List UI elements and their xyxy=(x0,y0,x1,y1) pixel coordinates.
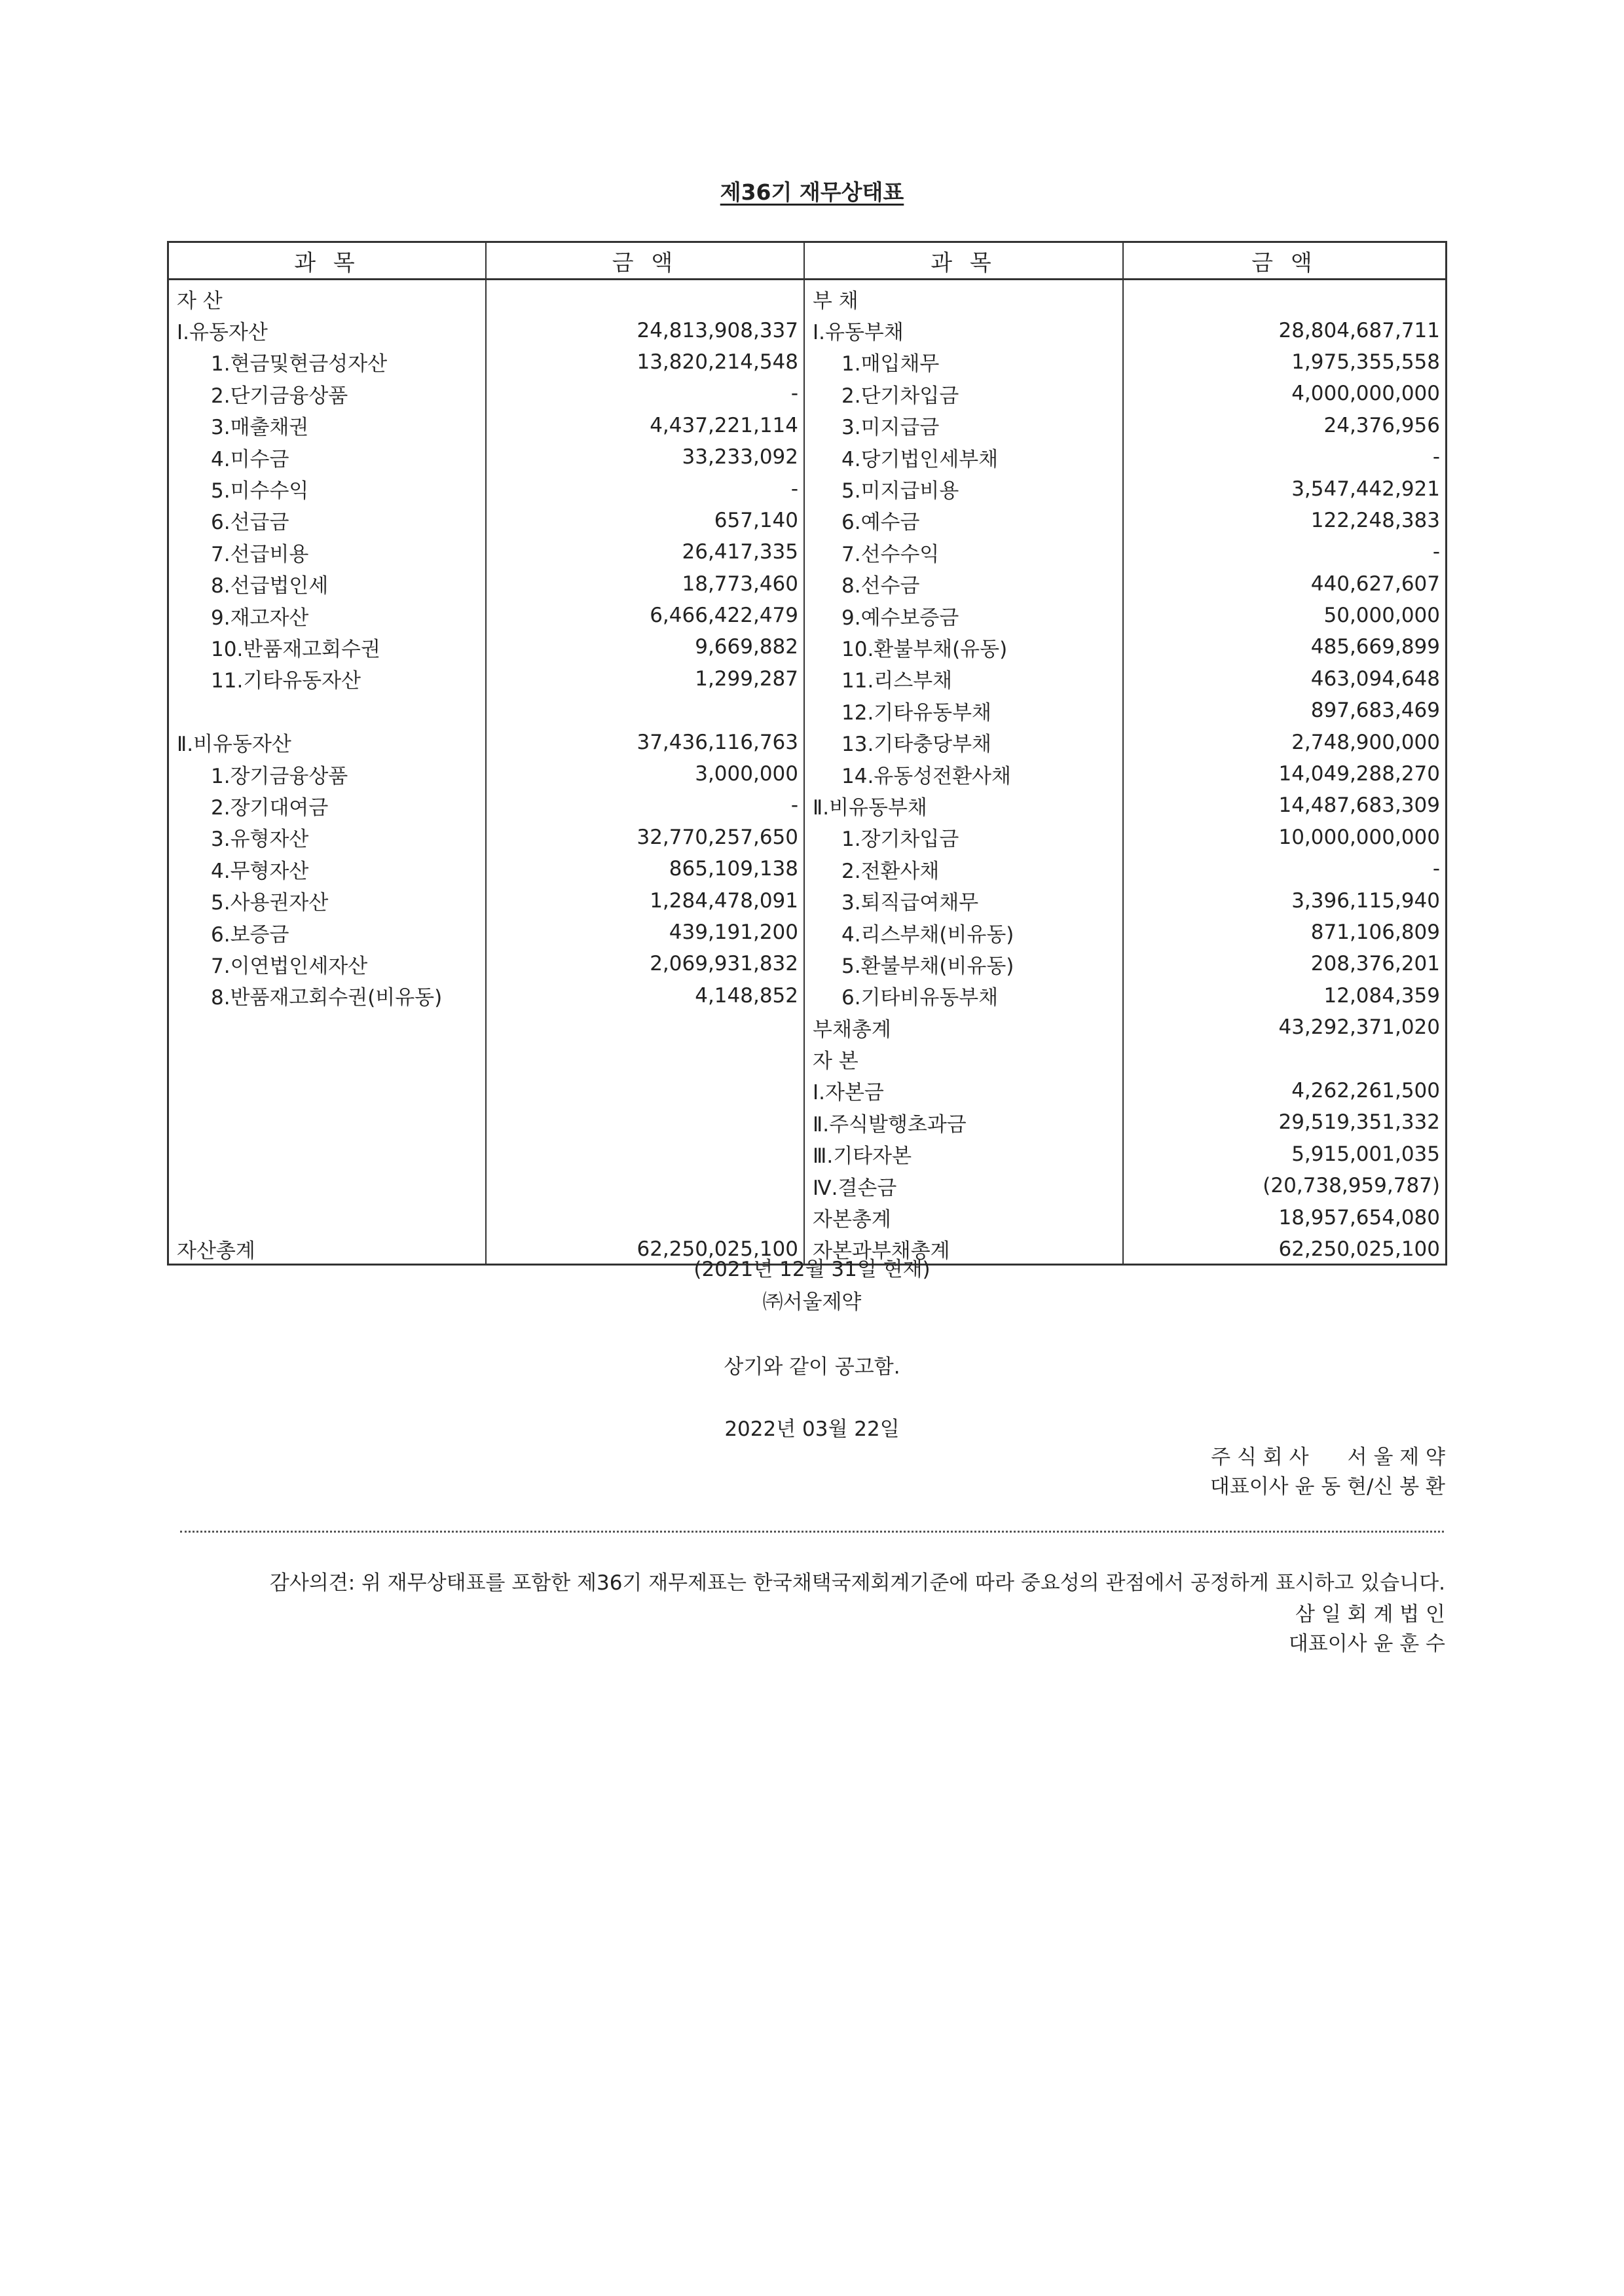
asset-row-amount: - xyxy=(790,477,798,501)
asset-blank-row xyxy=(487,1106,803,1138)
asset-row-amount xyxy=(487,283,803,314)
liability-row-amount: 5,915,001,035 xyxy=(1291,1142,1440,1166)
asset-row-amount: 6,466,422,479 xyxy=(650,604,798,628)
liability-row-amount: 208,376,201 xyxy=(1310,952,1440,976)
asset-row-label xyxy=(169,473,485,504)
liability-row-amount: 122,248,383 xyxy=(1310,508,1440,532)
liability-row-label-text: 13.기타충당부채 xyxy=(841,733,991,757)
liability-label-column xyxy=(805,280,1124,1264)
liability-row-label xyxy=(805,790,1122,821)
asset-row-label xyxy=(169,822,485,853)
liability-row-label-text: 3.퇴직급여채무 xyxy=(841,891,979,915)
asset-row-label xyxy=(169,346,485,378)
auditor-ceo: 대표이사 윤 훈 수 xyxy=(1288,1632,1445,1656)
asset-row-label xyxy=(169,441,485,473)
liability-row-label xyxy=(805,822,1122,853)
liability-row-label-text: 부채총계 xyxy=(813,1017,891,1042)
dotted-divider xyxy=(180,1531,1444,1533)
liability-row-label xyxy=(805,441,1122,473)
asset-row-label-text: 3.유형자산 xyxy=(211,828,309,852)
asset-blank-row xyxy=(169,1106,485,1138)
asset-row-label xyxy=(169,314,485,346)
asset-row-label-text: 6.선급금 xyxy=(211,511,289,535)
liability-row-amount: - xyxy=(1432,445,1440,469)
asset-blank-row xyxy=(169,1201,485,1233)
header-amount-left: 금 액 xyxy=(487,243,805,278)
asset-row-amount: 1,284,478,091 xyxy=(650,888,798,913)
table-header xyxy=(169,243,1445,280)
liability-row-label-text: Ⅰ.유동부채 xyxy=(813,321,904,345)
asset-row-amount: 3,000,000 xyxy=(695,762,798,786)
liability-row-label-text: Ⅳ.결손금 xyxy=(813,1176,897,1200)
liability-row-amount: 2,748,900,000 xyxy=(1291,730,1440,754)
asset-row-label xyxy=(169,663,485,695)
asset-blank-row xyxy=(487,1139,803,1170)
announcement-date: 2022년 03월 22일 xyxy=(724,1417,900,1441)
asset-blank-row xyxy=(169,1043,485,1074)
liability-row-label xyxy=(805,600,1122,631)
liability-row-label xyxy=(805,853,1122,884)
asset-total-label: 자산총계 xyxy=(177,1239,255,1264)
liability-row-label-text: 자본총계 xyxy=(813,1208,891,1232)
liability-row-amount xyxy=(1124,283,1445,314)
company-short: ㈜서울제약 xyxy=(762,1290,862,1314)
asset-row-label-text: 7.선급비용 xyxy=(211,542,309,566)
asset-blank-row xyxy=(487,1075,803,1106)
liability-row-label xyxy=(805,536,1122,568)
asset-row-label xyxy=(169,631,485,663)
liability-row-label-text: 6.예수금 xyxy=(841,511,920,535)
asset-row-amount: 32,770,257,650 xyxy=(637,825,798,849)
liability-row-label xyxy=(805,1170,1122,1201)
asset-row-label-text: 3.매출채권 xyxy=(211,416,309,440)
asset-blank-row xyxy=(487,1170,803,1201)
asset-row-label xyxy=(169,283,485,314)
asset-row-amount: 2,069,931,832 xyxy=(650,952,798,976)
liability-row-label-text: 1.매입채무 xyxy=(841,352,940,376)
asset-amount-column xyxy=(487,280,805,1264)
liability-row-label xyxy=(805,505,1122,536)
liability-row-label xyxy=(805,1106,1122,1138)
liability-row-label-text: 5.환불부채(비유동) xyxy=(841,954,1014,978)
asset-row-label-text: 5.사용권자산 xyxy=(211,891,329,915)
liability-row-amount: 62,250,025,100 xyxy=(1278,1237,1440,1261)
asset-total-amount: 62,250,025,100 xyxy=(637,1237,798,1261)
liability-row-label-text: Ⅱ.비유동부채 xyxy=(813,795,927,820)
liability-row-label-text: 8.선수금 xyxy=(841,574,920,598)
asset-row-label xyxy=(169,505,485,536)
ceo-names: 대표이사 윤 동 현/신 봉 환 xyxy=(1209,1475,1445,1499)
asset-row-amount xyxy=(487,695,803,726)
asset-row-label-text: 9.재고자산 xyxy=(211,606,309,630)
liability-row-amount: 18,957,654,080 xyxy=(1278,1205,1440,1230)
header-amount-right: 금 액 xyxy=(1251,249,1318,276)
liability-row-amount: 4,262,261,500 xyxy=(1291,1078,1440,1102)
asset-row-label xyxy=(169,726,485,757)
liability-row-amount: 871,106,809 xyxy=(1310,920,1440,944)
liability-row-amount: 24,376,956 xyxy=(1323,413,1440,437)
liability-row-label xyxy=(805,1139,1122,1170)
liability-row-amount: - xyxy=(1432,540,1440,564)
asset-row-label xyxy=(169,853,485,884)
liability-row-amount: (20,738,959,787) xyxy=(1263,1174,1440,1198)
liability-row-amount: 3,396,115,940 xyxy=(1291,888,1440,913)
asset-row-label-text: 5.미수수익 xyxy=(211,479,309,503)
asset-row-label xyxy=(169,917,485,948)
asset-blank-row xyxy=(169,1075,485,1106)
liability-row-label xyxy=(805,663,1122,695)
liability-row-label-text: 6.기타비유동부채 xyxy=(841,986,999,1010)
liability-row-label xyxy=(805,1075,1122,1106)
liability-row-amount xyxy=(1124,1043,1445,1074)
asset-row-label-text: 2.단기금융상품 xyxy=(211,384,348,408)
asset-row-label-text: 6.보증금 xyxy=(211,922,289,947)
asset-row-amount: - xyxy=(790,382,798,406)
liability-row-amount: 485,669,899 xyxy=(1310,635,1440,659)
liability-row-label xyxy=(805,884,1122,916)
asset-row-amount: 37,436,116,763 xyxy=(637,730,798,754)
liability-row-amount: 14,049,288,270 xyxy=(1278,762,1440,786)
asset-row-label xyxy=(169,568,485,600)
liability-row-amount: 29,519,351,332 xyxy=(1278,1110,1440,1135)
liability-row-amount: 897,683,469 xyxy=(1310,699,1440,723)
asset-row-label-text: Ⅱ.비유동자산 xyxy=(177,733,291,757)
liability-row-amount: 14,487,683,309 xyxy=(1278,793,1440,818)
asset-blank-row xyxy=(169,1170,485,1201)
liability-row-amount: 43,292,371,020 xyxy=(1278,1015,1440,1040)
asset-row-amount: 13,820,214,548 xyxy=(637,350,798,374)
asset-row-label xyxy=(169,790,485,821)
liability-row-amount: - xyxy=(1432,857,1440,881)
liability-row-label-text: 4.당기법인세부채 xyxy=(841,447,999,471)
liability-row-label xyxy=(805,631,1122,663)
asset-row-label xyxy=(169,980,485,1011)
asset-row-label xyxy=(169,884,485,916)
as-of-date: (2021년 12월 31일 현재) xyxy=(693,1258,931,1281)
asset-row-label xyxy=(169,758,485,790)
liability-row-label-text: 14.유동성전환사채 xyxy=(841,764,1011,788)
asset-row-label-text: 11.기타유동자산 xyxy=(211,669,361,693)
liability-row-label xyxy=(805,1043,1122,1074)
liability-row-label xyxy=(805,346,1122,378)
asset-row-amount: 657,140 xyxy=(714,508,798,532)
liability-row-label xyxy=(805,758,1122,790)
asset-row-label-text: 4.미수금 xyxy=(211,447,289,471)
liability-row-label-text: 2.단기차입금 xyxy=(841,384,959,408)
announcement: 상기와 같이 공고함. xyxy=(724,1355,900,1379)
asset-row-label xyxy=(169,536,485,568)
liability-row-label xyxy=(805,473,1122,504)
asset-row-amount: 33,233,092 xyxy=(682,445,798,469)
asset-row-label-text: 8.선급법인세 xyxy=(211,574,329,598)
liability-row-amount: 3,547,442,921 xyxy=(1291,477,1440,501)
liability-row-label-text: 4.리스부채(비유동) xyxy=(841,922,1014,947)
liability-row-amount: 463,094,648 xyxy=(1310,666,1440,691)
asset-row-amount: 18,773,460 xyxy=(682,572,798,596)
asset-row-label-text: 7.이연법인세자산 xyxy=(211,954,368,978)
liability-row-label-text: 2.전환사채 xyxy=(841,859,940,883)
company-name: 주 식 회 사 서 울 제 약 xyxy=(1211,1446,1445,1469)
table-body xyxy=(169,280,1445,1264)
asset-row-label-text: Ⅰ.유동자산 xyxy=(177,321,268,345)
liability-row-label-text: 12.기타유동부채 xyxy=(841,701,991,725)
asset-blank-row xyxy=(169,1011,485,1043)
liability-row-label-text: 1.장기차입금 xyxy=(841,828,959,852)
asset-blank-row xyxy=(487,1043,803,1074)
asset-row-label xyxy=(169,410,485,441)
asset-blank-row xyxy=(487,1201,803,1233)
asset-row-label-text: 자 산 xyxy=(177,289,223,313)
asset-row-label-text: 4.무형자산 xyxy=(211,859,309,883)
audit-opinion: 감사의견: 위 재무상태표를 포함한 제36기 재무제표는 한국채택국제회계기준에 따라 중요성의 관점에서 공정하게 표시하고 있습니다. xyxy=(269,1571,1445,1595)
asset-row-label-text: 1.장기금융상품 xyxy=(211,764,348,788)
asset-row-label xyxy=(169,695,485,726)
liability-row-amount: 50,000,000 xyxy=(1323,604,1440,628)
liability-row-label xyxy=(805,1201,1122,1233)
liability-row-label xyxy=(805,695,1122,726)
asset-row-label xyxy=(169,600,485,631)
liability-row-label-text: 10.환불부채(유동) xyxy=(841,637,1008,661)
liability-row-amount: 4,000,000,000 xyxy=(1291,382,1440,406)
header-account-left: 과 목 xyxy=(169,243,487,278)
asset-row-label-text: 1.현금및현금성자산 xyxy=(211,352,388,376)
liability-row-amount: 1,975,355,558 xyxy=(1291,350,1440,374)
asset-row-amount: 4,437,221,114 xyxy=(650,413,798,437)
liability-row-label xyxy=(805,917,1122,948)
liability-row-label-text: 5.미지급비용 xyxy=(841,479,959,503)
liability-row-label-text: 11.리스부채 xyxy=(841,669,953,693)
liability-row-label-text: 3.미지급금 xyxy=(841,416,940,440)
liability-row-label-text: 자 본 xyxy=(813,1049,858,1074)
asset-row-amount: 4,148,852 xyxy=(695,983,798,1008)
asset-row-amount: 26,417,335 xyxy=(682,540,798,564)
liability-row-label xyxy=(805,980,1122,1011)
asset-blank-row xyxy=(169,1139,485,1170)
liability-row-label xyxy=(805,314,1122,346)
asset-row-amount: 439,191,200 xyxy=(669,920,798,944)
liability-row-label-text: Ⅰ.자본금 xyxy=(813,1081,884,1105)
liability-row-label-text: 부 채 xyxy=(813,289,858,313)
auditor-firm: 삼 일 회 계 법 인 xyxy=(1295,1603,1445,1626)
asset-row-amount: 9,669,882 xyxy=(695,635,798,659)
asset-row-label-text: 10.반품재고회수권 xyxy=(211,637,380,661)
document-title: 제36기 재무상태표 xyxy=(720,179,904,205)
header-account-right: 과 목 xyxy=(805,243,1124,278)
asset-label-column xyxy=(169,280,487,1264)
liability-row-label-text: Ⅱ.주식발행초과금 xyxy=(813,1112,967,1137)
liability-row-label xyxy=(805,410,1122,441)
liability-row-amount: 28,804,687,711 xyxy=(1278,318,1440,342)
asset-row-amount: 865,109,138 xyxy=(669,857,798,881)
liability-row-label xyxy=(805,283,1122,314)
asset-blank-row xyxy=(487,1011,803,1043)
liability-row-label-text: 7.선수수익 xyxy=(841,542,940,566)
liability-row-label-text: Ⅲ.기타자본 xyxy=(813,1144,912,1169)
liability-row-label xyxy=(805,568,1122,600)
liability-row-label xyxy=(805,1011,1122,1043)
liability-row-label xyxy=(805,948,1122,979)
liability-row-label-text: 9.예수보증금 xyxy=(841,606,959,630)
liability-row-amount: 12,084,359 xyxy=(1323,983,1440,1008)
asset-row-label xyxy=(169,378,485,409)
liability-row-label-text: 자본과부채총계 xyxy=(813,1239,950,1264)
liability-row-amount: 10,000,000,000 xyxy=(1278,825,1440,849)
asset-row-label xyxy=(169,948,485,979)
liability-row-amount: 440,627,607 xyxy=(1310,572,1440,596)
asset-row-amount: - xyxy=(790,793,798,818)
asset-row-label-text: 8.반품재고회수권(비유동) xyxy=(211,986,443,1010)
asset-row-amount: 24,813,908,337 xyxy=(637,318,798,342)
liability-amount-column xyxy=(1124,280,1445,1264)
liability-row-label xyxy=(805,726,1122,757)
balance-sheet-table xyxy=(167,241,1447,1266)
asset-row-amount: 1,299,287 xyxy=(695,666,798,691)
asset-row-label-text: 2.장기대여금 xyxy=(211,795,329,820)
liability-row-label xyxy=(805,378,1122,409)
